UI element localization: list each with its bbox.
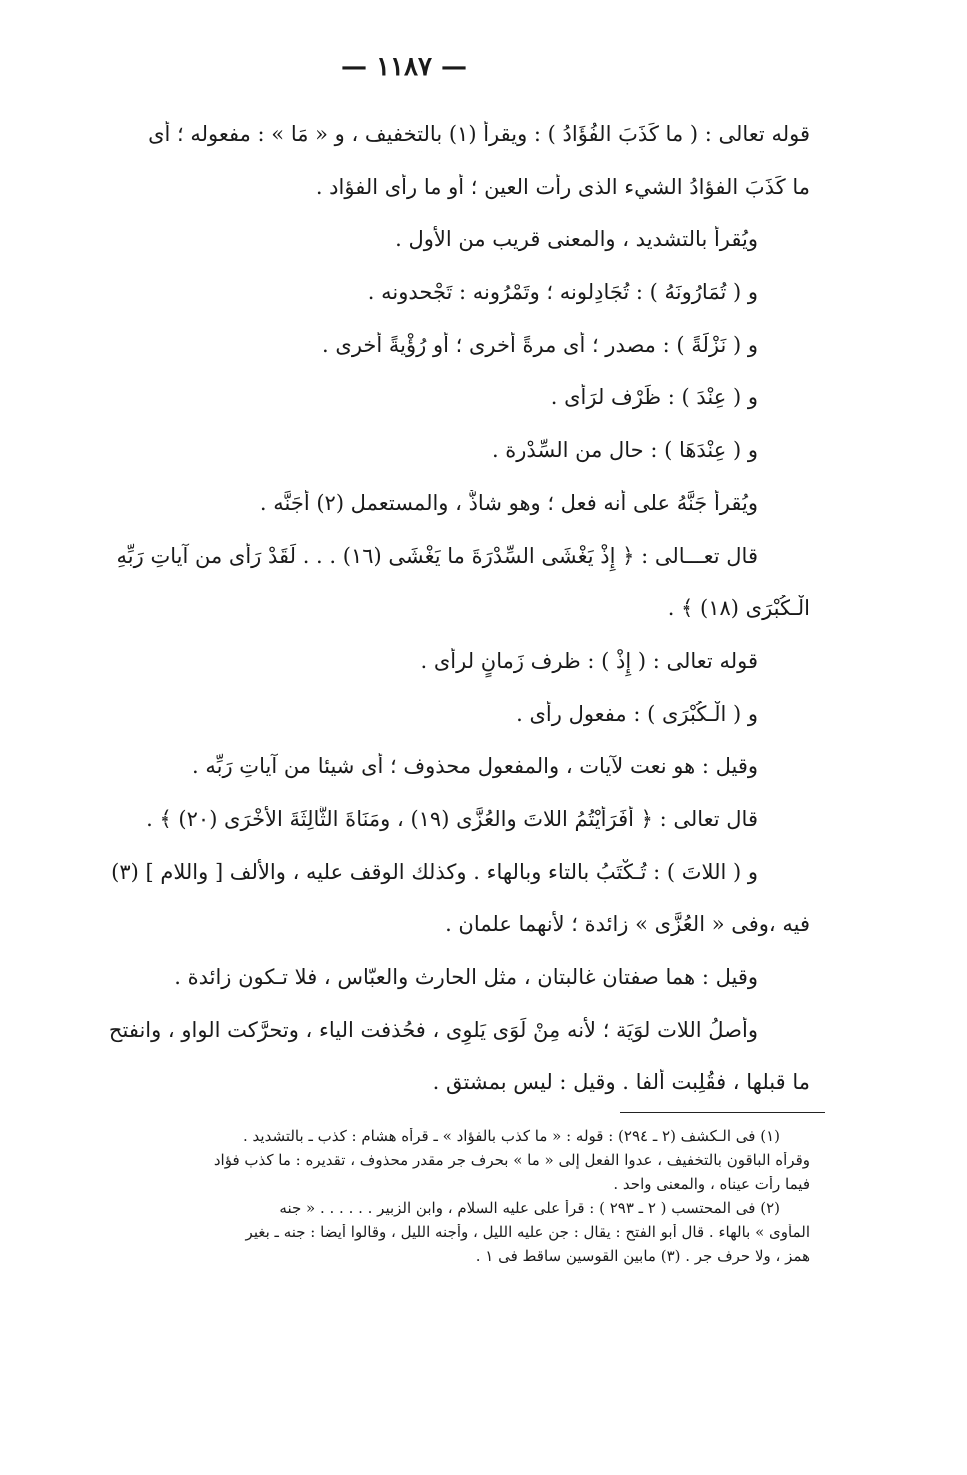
- text-line: ما قبلها ، فقُلِبت ألفا . وقيل : ليس بمشتق .: [432, 1070, 810, 1095]
- text-line: ويُقرأ جَنَّهُ على أنه فعل ؛ وهو شاذٌّ ، والمستعمل (٢) أَجَنَّه .: [259, 490, 758, 515]
- text-line: و ( عِنْدَ ) : ظَرْف لرَأى .: [550, 385, 758, 410]
- footnote-line: وقرأه الباقون بالتخفيف ، عدوا الفعل إلى « ما » بحرف جر مقدر محذوف ، تقديره : ما كذب فؤاد: [213, 1152, 810, 1169]
- text-line: ويُقرأ بالتشديد ، والمعنى قريب من الأول .: [395, 227, 758, 252]
- footnotes: [30, 1128, 810, 1272]
- text-line: قوله تعالى : ( إِذْ ) : ظرف زَمانٍ لرأى .: [420, 648, 758, 673]
- text-line: و ( عِنْدَهَا ) : حال من السِّدْرة .: [491, 438, 758, 463]
- main-text: [30, 121, 810, 1122]
- text-line: و ( تُمَارُونَهُ ) : تُجَادِلونه ؛ وتَمْرُونه : تَجْحدونه .: [367, 280, 758, 305]
- text-line: قال تعالى : ﴿ أَفَرَأَيْتُمُ اللاتَ والعُزَّى (١٩) ، ومَنَاةَ الثَّالِثَةَ الأُخْرَى (٢٠) ﴾ .: [146, 806, 758, 831]
- text-line: و ( الْـكُبْرَى ) : مفعول رأى .: [516, 701, 758, 726]
- footnote-line: (٢) فى المحتسب ( ٢ ـ ٢٩٣ ) : قرأ على عليه السلام ، وابن الزبير . . . . . . « جنه: [279, 1200, 780, 1217]
- text-line: فيه ،وفى « العُزَّى » زائدة ؛ لأنهما علمان .: [445, 912, 810, 937]
- text-line: قوله تعالى : ( ما كَذَبَ الفُؤَادُ ) : ويقرأ (١) بالتخفيف ، و « مَا » : مفعوله ؛ أى: [148, 122, 810, 146]
- footnote-line: (١) فى الـكشف (٢ ـ ٢٩٤) : قوله : « ما كذب بالفؤاد » ـ قرأه هشام : كذب ـ بالتشديد .: [243, 1128, 780, 1145]
- footnote-line: فيما رأت عيناه ، والمعنى واحد .: [613, 1176, 810, 1193]
- text-line: ما كَذَبَ الفؤادُ الشيء الذى رأت العين ؛ أو ما رأى الفؤاد .: [315, 174, 810, 199]
- text-line: و ( اللاتَ ) : تُـكْتَبُ بالتاء وبالهاء . وكذلك الوقف عليه ، والألف [ واللام ] (٣): [111, 859, 758, 884]
- text-line: قال تعـــالى : ﴿ إِذْ يَغْشَى السِّدْرَةَ ما يَغْشَى (١٦) . . . لَقَدْ رَأَى من آياتِ رَبِّهِ: [116, 543, 758, 568]
- text-line: و ( نَزْلَةً ) : مصدر ؛ أى مرةً أخرى ؛ أو رُؤْيةً أُخرى .: [322, 332, 758, 357]
- footnote-line: المأوى » بالهاء . قال أبو الفتح : يقال : جن عليه الليل ، وأجنه الليل ، وقالوا أيضا : جنه ـ بغير: [245, 1224, 810, 1241]
- text-line: وقيل : هو نعت لآيات ، والمفعول محذوف ؛ أى شيئا من آياتِ رَبِّه .: [192, 754, 758, 779]
- text-line: وقيل : هما صفتان غالبتان ، مثل الحارث والعبّاس ، فلا تـكون زائدة .: [174, 965, 758, 989]
- footnote-separator: [620, 1112, 825, 1113]
- text-line: وأصلُ اللات لوَيَة ؛ لأنه مِنْ لَوَى يَلوِى ، فحُذفت الياء ، وتحرَّكت الواو ، وانفتح: [108, 1017, 758, 1042]
- page-number: — ١١٨٧ —: [341, 52, 467, 82]
- text-line: الْـكُبْرَى (١٨) ﴾ .: [667, 596, 810, 621]
- footnote-line: همز ، ولا حرف جر . (٣) مابين القوسين ساقط فى ١ .: [475, 1248, 810, 1265]
